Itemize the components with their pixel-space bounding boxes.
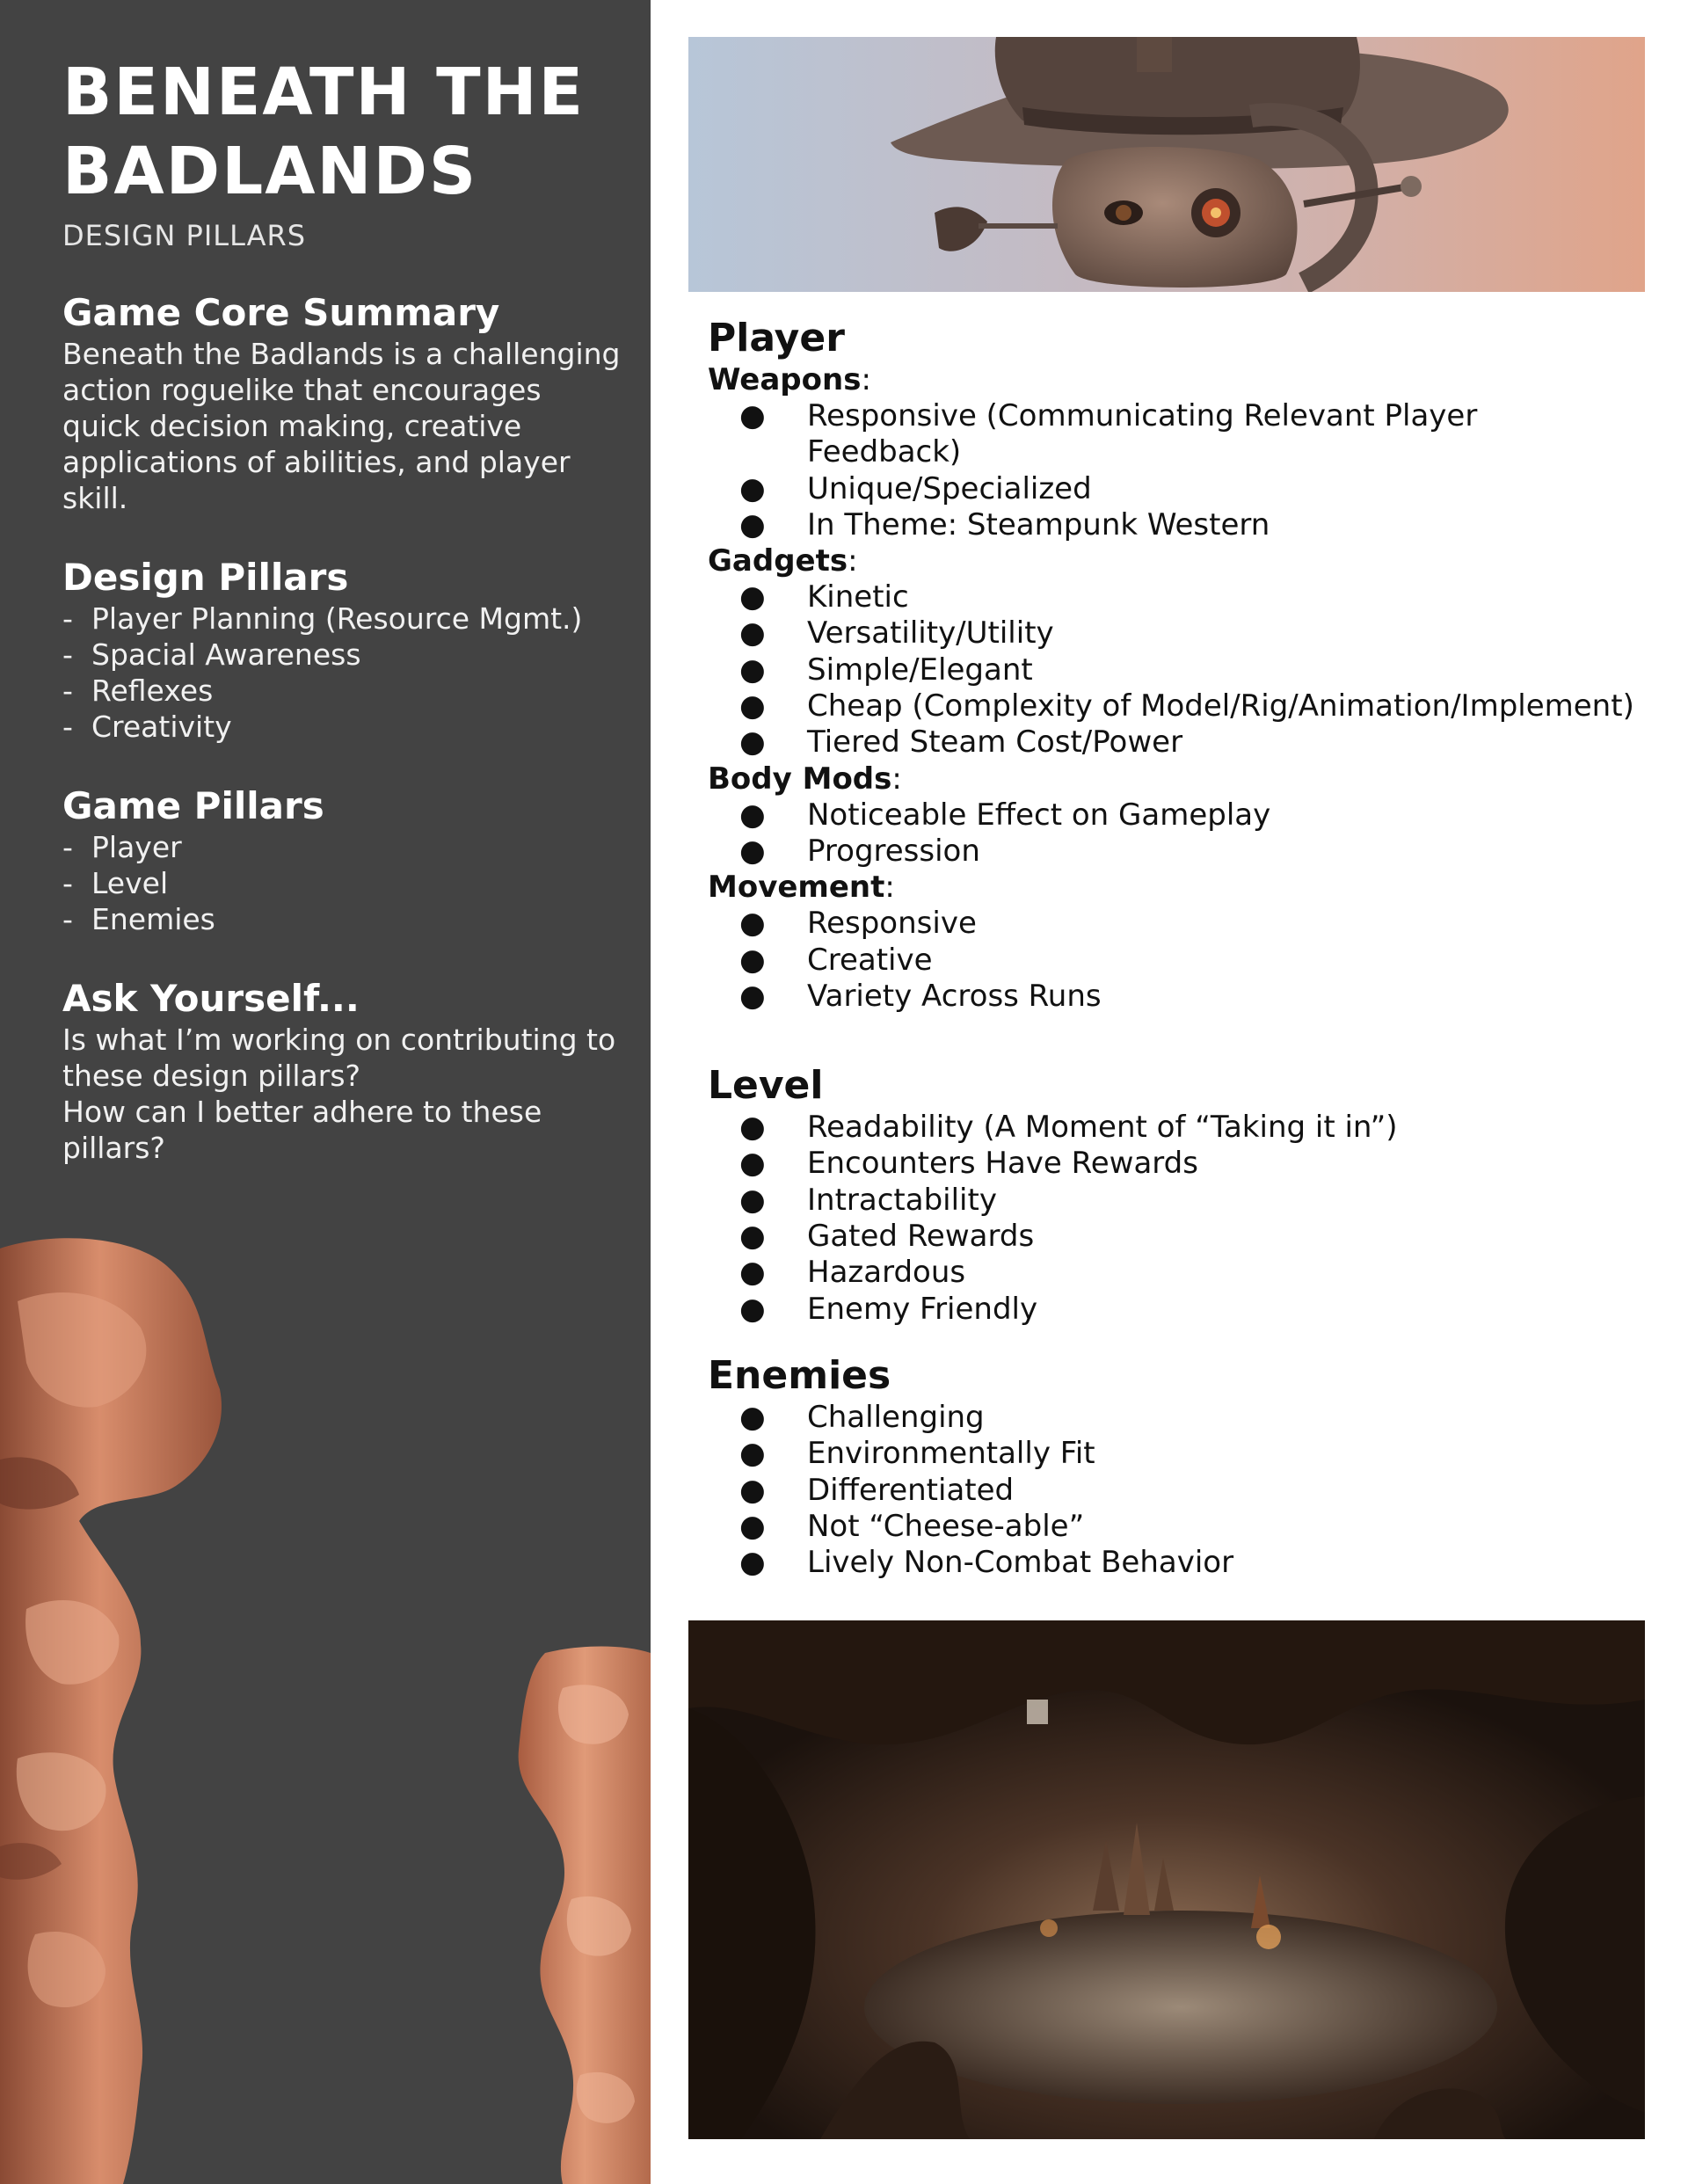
document-subtitle: DESIGN PILLARS: [62, 219, 307, 252]
enemies-section: [708, 1352, 1640, 1581]
movement-list: [708, 906, 1640, 1015]
game-core-summary-heading: Game Core Summary: [62, 291, 500, 334]
list-item: - Spacial Awareness: [62, 637, 361, 672]
main-content: [708, 315, 1640, 1581]
game-pillars-section: [62, 783, 625, 937]
design-pillars-heading: Design Pillars: [62, 556, 349, 599]
design-pillars-list: [62, 601, 625, 745]
list-item: ● Cheap (Complexity of Model/Rig/Animation/Implement): [739, 688, 1634, 724]
list-item: ● Unique/Specialized: [739, 470, 1092, 506]
list-item: ● Challenging: [739, 1399, 985, 1435]
sidebar: [0, 0, 651, 2184]
list-item: ● Kinetic: [739, 579, 909, 615]
list-item: ● Lively Non-Combat Behavior: [739, 1545, 1234, 1581]
design-pillars-section: [62, 555, 625, 745]
list-item: - Level: [62, 866, 169, 900]
player-heading: Player: [708, 316, 845, 360]
game-core-summary-section: [62, 290, 625, 516]
level-heading: Level: [708, 1063, 824, 1109]
list-item: ● Differentiated: [739, 1472, 1015, 1508]
list-item: - Reflexes: [62, 673, 214, 708]
list-item: ● Versatility/Utility: [739, 615, 1054, 652]
gadgets-label: Gadgets:: [708, 543, 858, 579]
rock-pillars-illustration: [0, 1231, 651, 2184]
ask-yourself-section: [62, 976, 625, 1166]
ask-yourself-line-1: Is what I’m working on contributing to these design pillars?: [62, 1023, 616, 1093]
ask-yourself-line-2: How can I better adhere to these pillars?: [62, 1095, 542, 1165]
enemies-heading: Enemies: [708, 1352, 891, 1398]
list-item: ● Not “Cheese-able”: [739, 1508, 1085, 1544]
gadgets-list: [708, 579, 1640, 761]
steampunk-character-image: [688, 37, 1645, 292]
body-mods-label: Body Mods:: [708, 761, 902, 797]
list-item: ● In Theme: Steampunk Western: [739, 506, 1270, 542]
list-item: - Player: [62, 830, 182, 864]
list-item: ● Tiered Steam Cost/Power: [739, 724, 1183, 761]
list-item: ● Responsive (Communicating Relevant Player Feedback): [739, 398, 1478, 470]
movement-label: Movement:: [708, 870, 895, 906]
list-item: ● Simple/Elegant: [739, 652, 1033, 688]
game-pillars-list: [62, 829, 625, 937]
list-item: ● Environmentally Fit: [739, 1436, 1095, 1472]
list-item: ● Gated Rewards: [739, 1219, 1035, 1255]
list-item: ● Responsive: [739, 906, 977, 942]
game-core-summary-text: Beneath the Badlands is a challenging action roguelike that encourages quick decision making, creative applications of abilities, and player skill.: [62, 337, 621, 515]
cave-environment-image: [688, 1620, 1645, 2139]
title-line-2: BADLANDS: [62, 134, 478, 209]
list-item: - Enemies: [62, 902, 215, 936]
enemies-list: [708, 1400, 1640, 1581]
document-title: [62, 53, 625, 211]
body-mods-list: [708, 797, 1640, 870]
game-pillars-heading: Game Pillars: [62, 784, 324, 827]
list-item: ● Variety Across Runs: [739, 978, 1102, 1014]
weapons-list: [708, 398, 1640, 543]
list-item: ● Creative: [739, 942, 933, 978]
list-item: - Player Planning (Resource Mgmt.): [62, 601, 583, 636]
list-item: ● Enemy Friendly: [739, 1291, 1038, 1327]
level-list: [708, 1110, 1640, 1328]
list-item: ● Progression: [739, 833, 980, 869]
weapons-label: Weapons:: [708, 362, 871, 397]
ask-yourself-heading: Ask Yourself...: [62, 977, 360, 1020]
title-line-1: BENEATH THE: [62, 55, 586, 130]
list-item: ● Readability (A Moment of “Taking it in”): [739, 1110, 1398, 1146]
list-item: ● Hazardous: [739, 1255, 966, 1291]
list-item: ● Noticeable Effect on Gameplay: [739, 797, 1271, 833]
player-section: [708, 315, 1640, 1015]
list-item: ● Intractability: [739, 1182, 997, 1218]
level-section: [708, 1062, 1640, 1328]
list-item: ● Encounters Have Rewards: [739, 1146, 1198, 1182]
list-item: - Creativity: [62, 710, 232, 744]
